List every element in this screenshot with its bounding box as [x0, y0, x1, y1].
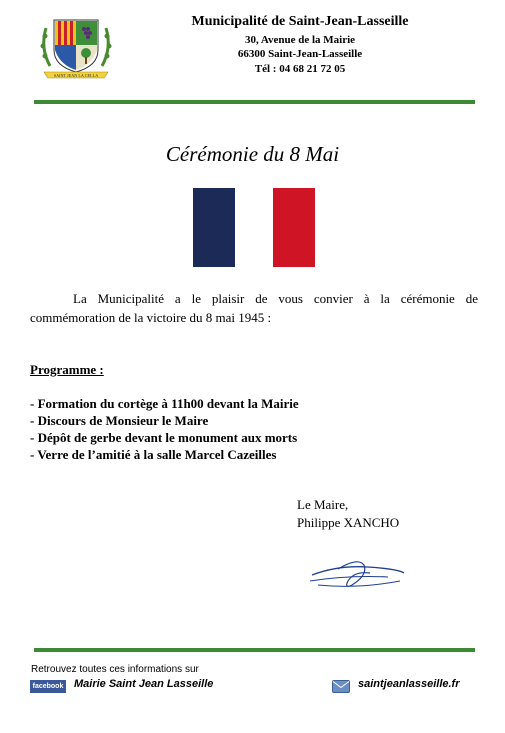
- program-item: - Verre de l’amitié à la salle Marcel Cazeilles: [30, 447, 277, 462]
- flag-blue-stripe: [193, 188, 235, 267]
- invitation-paragraph: La Municipalité a le plaisir de vous convier à la cérémonie de commémoration de la victoire du 8 mai 1945 :: [30, 291, 478, 325]
- program-heading: Programme :: [30, 362, 104, 377]
- program-item: - Dépôt de gerbe devant le monument aux morts: [30, 430, 298, 445]
- handwritten-signature: [308, 555, 408, 591]
- address-line-1: 30, Avenue de la Mairie: [244, 34, 356, 46]
- signatory-role: Le Maire,: [297, 497, 349, 512]
- municipality-crest-logo: [38, 14, 114, 84]
- logo-banner-text: SAINT JEAN LA CELLA: [53, 73, 99, 78]
- header-divider: [34, 100, 475, 104]
- municipality-name: Municipalité de Saint-Jean-Lasseille: [191, 14, 409, 29]
- program-item: - Discours de Monsieur le Maire: [30, 413, 209, 428]
- footer-divider: [34, 648, 475, 652]
- website-link[interactable]: saintjeanlasseille.fr: [358, 678, 460, 690]
- address-line-2: 66300 Saint-Jean-Lasseille: [237, 48, 363, 60]
- footer-note: Retrouvez toutes ces informations sur: [31, 664, 199, 675]
- mail-icon[interactable]: [332, 680, 350, 693]
- facebook-page-link[interactable]: Mairie Saint Jean Lasseille: [74, 678, 214, 690]
- flag-red-stripe: [273, 188, 315, 267]
- program-item: - Formation du cortège à 11h00 devant la Mairie: [30, 396, 299, 411]
- signatory-name: Philippe XANCHO: [297, 515, 400, 530]
- phone-number: Tél : 04 68 21 72 05: [254, 63, 346, 75]
- page-title: Cérémonie du 8 Mai: [165, 142, 340, 166]
- facebook-icon[interactable]: facebook: [30, 680, 66, 693]
